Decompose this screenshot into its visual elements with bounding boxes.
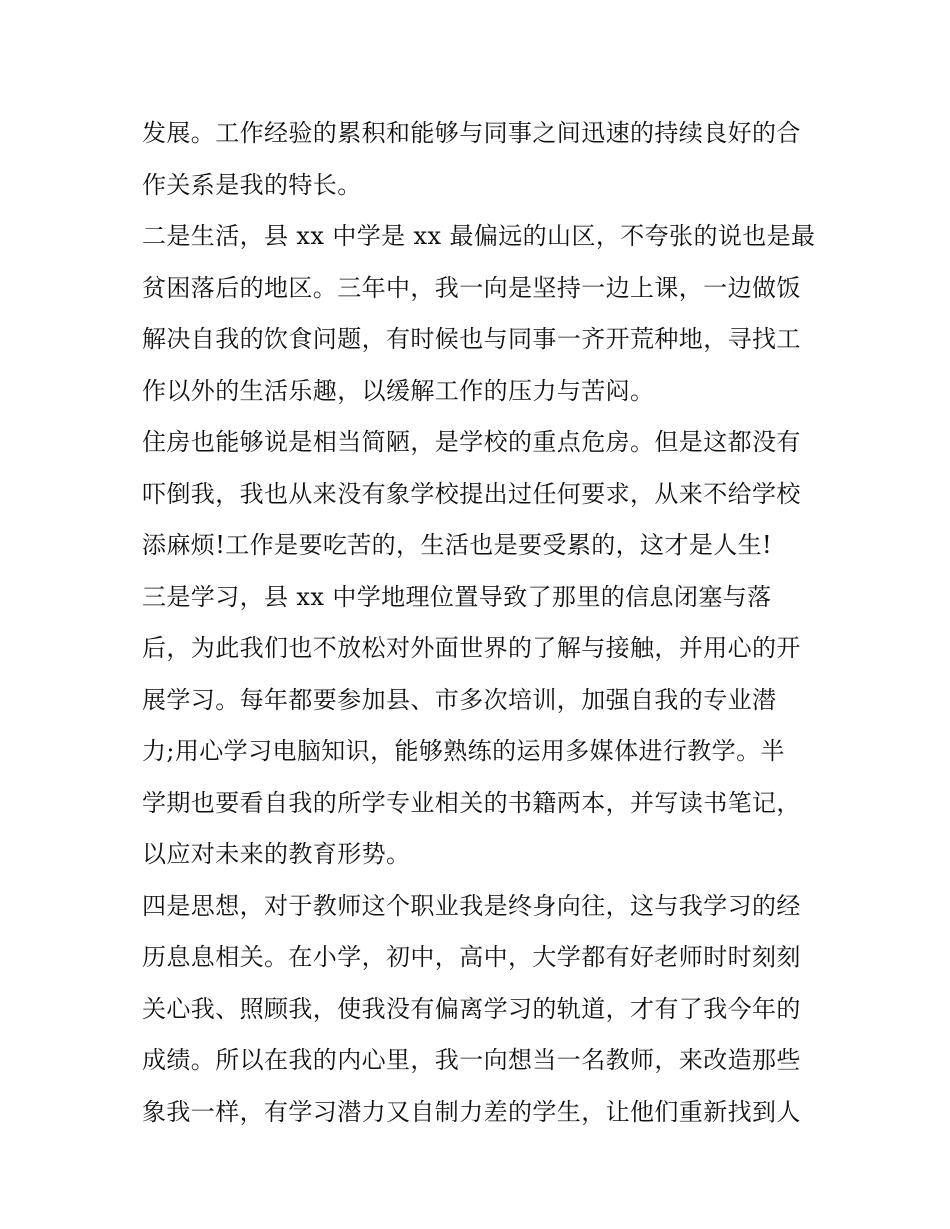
text-line: 解决自我的饮食问题，有时候也与同事一齐开荒种地，寻找工 — [142, 325, 801, 353]
text-line: 添麻烦!工作是要吃苦的，生活也是要受累的，这才是人生! — [142, 531, 773, 559]
text-line: 住房也能够说是相当简陋，是学校的重点危房。但是这都没有 — [142, 428, 801, 456]
text-line: 作关系是我的特长。 — [142, 170, 362, 199]
document-body — [142, 108, 822, 1138]
text-line: 关心我、照顾我，使我没有偏离学习的轨道，才有了我今年的 — [142, 994, 801, 1023]
text-line: 历息息相关。在小学，初中，高中，大学都有好老师时时刻刻 — [142, 943, 801, 971]
text-line: 学期也要看自我的所学专业相关的书籍两本，并写读书笔记， — [142, 788, 801, 817]
text-line: 二是生活，县 xx 中学是 xx 最偏远的山区，不夸张的说也是最 — [142, 222, 816, 250]
text-line: 贫困落后的地区。三年中，我一向是坚持一边上课，一边做饭 — [142, 273, 801, 302]
text-line: 力;用心学习电脑知识，能够熟练的运用多媒体进行教学。半 — [142, 737, 785, 765]
text-line: 成绩。所以在我的内心里，我一向想当一名教师，来改造那些 — [142, 1046, 801, 1074]
text-line: 作以外的生活乐趣，以缓解工作的压力与苦闷。 — [142, 376, 655, 405]
text-line: 象我一样，有学习潜力又自制力差的学生，让他们重新找到人 — [142, 1097, 801, 1126]
text-line: 四是思想，对于教师这个职业我是终身向往，这与我学习的经 — [142, 891, 801, 920]
text-line: 三是学习，县 xx 中学地理位置导致了那里的信息闭塞与落 — [142, 582, 772, 611]
text-line: 发展。工作经验的累积和能够与同事之间迅速的持续良好的合 — [142, 119, 801, 147]
text-line: 吓倒我，我也从来没有象学校提出过任何要求，从来不给学校 — [142, 479, 801, 508]
text-line: 展学习。每年都要参加县、市多次培训，加强自我的专业潜 — [142, 685, 777, 714]
text-line: 以应对未来的教育形势。 — [142, 840, 411, 868]
text-line: 后，为此我们也不放松对外面世界的了解与接触，并用心的开 — [142, 634, 801, 662]
